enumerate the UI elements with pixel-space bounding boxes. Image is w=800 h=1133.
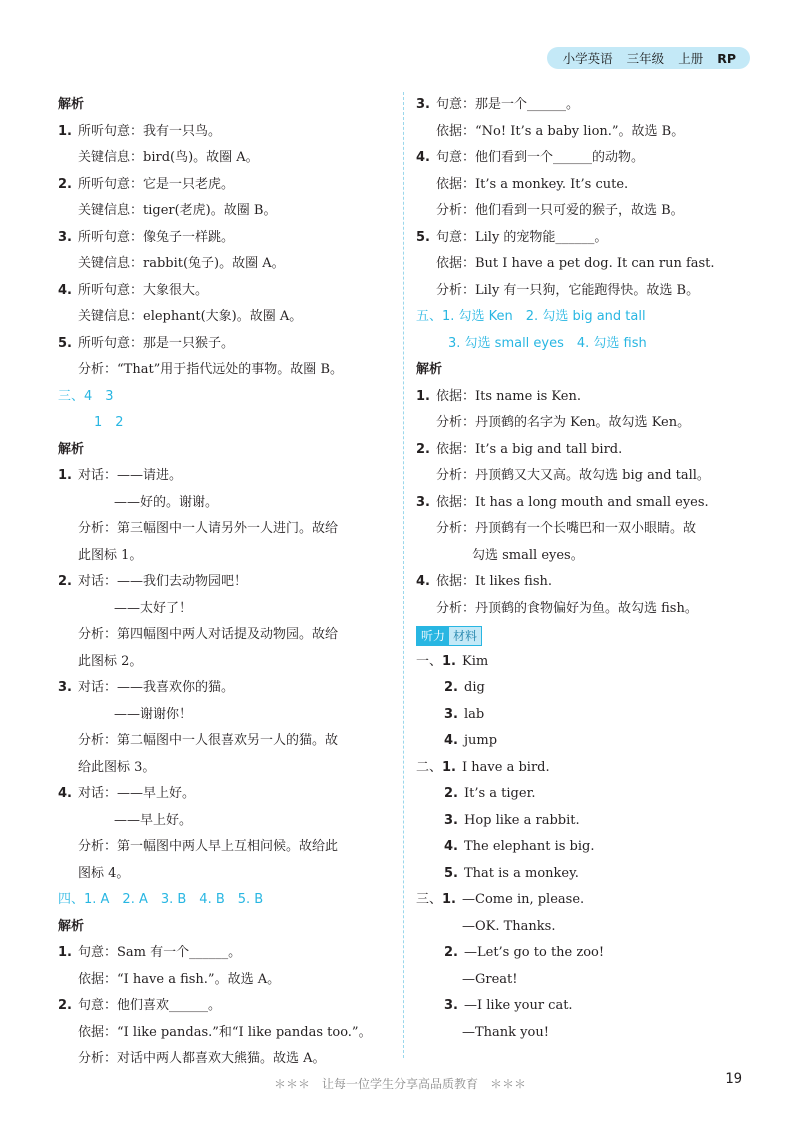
line-text: 句意：那是一个______。 xyxy=(436,97,580,112)
item-number: 3. xyxy=(444,706,458,722)
item-number: 1. xyxy=(58,123,72,139)
section-prefix: 一、 xyxy=(416,653,443,669)
line-text: 图标 4。 xyxy=(78,865,130,881)
line-text: 给此图标 3。 xyxy=(78,759,156,775)
text-line xyxy=(58,675,388,702)
line-text: 所听句意：那是一只猴子。 xyxy=(78,335,235,351)
section-heading xyxy=(58,914,388,941)
text-line xyxy=(416,728,756,755)
item-number: 3. xyxy=(444,812,458,828)
item-number: 1. xyxy=(442,653,456,669)
section-prefix: 三、 xyxy=(416,892,443,907)
header-edition: RP xyxy=(717,50,736,66)
text-line xyxy=(58,728,388,755)
section-heading xyxy=(416,357,756,384)
text-line xyxy=(416,887,756,914)
line-text: 关键信息：tiger(老虎)。故圈 B。 xyxy=(78,203,277,218)
text-line xyxy=(416,172,756,199)
item-number: 4. xyxy=(58,786,72,801)
text-line xyxy=(58,834,388,861)
item-number: 1. xyxy=(58,945,72,960)
text-line xyxy=(416,490,756,517)
text-line xyxy=(416,808,756,835)
text-line xyxy=(58,569,388,596)
item-number: 3. xyxy=(416,97,430,112)
line-text: 解析 xyxy=(58,97,85,112)
text-line xyxy=(416,516,756,543)
line-text: 依据：But I have a pet dog. It can run fast. xyxy=(436,256,715,271)
line-text: 关键信息：rabbit(兔子)。故圈 A。 xyxy=(78,256,285,271)
text-line xyxy=(416,225,756,252)
text-line xyxy=(416,145,756,172)
line-text: 关键信息：bird(鸟)。故圈 A。 xyxy=(78,150,259,165)
item-number: 4. xyxy=(416,150,430,165)
line-text: 依据：It’s a monkey. It’s cute. xyxy=(436,176,629,192)
item-number: 4. xyxy=(416,574,430,589)
item-number: 5. xyxy=(444,865,458,881)
line-text: 分析：“That”用于指代远处的事物。故圈 B。 xyxy=(78,362,343,377)
item-number: 4. xyxy=(444,733,458,748)
line-text: 分析：第二幅图中一人很喜欢另一人的猫。故 xyxy=(78,733,339,748)
answer-line xyxy=(58,384,388,411)
section-prefix: 二、 xyxy=(416,759,443,775)
line-text: 分析：丹顶鹤有一个长嘴巴和一双小眼睛。故 xyxy=(436,521,697,536)
line-text: dig xyxy=(464,680,485,695)
line-text: —I like your cat. xyxy=(464,998,573,1013)
text-line xyxy=(416,384,756,411)
text-line xyxy=(416,596,756,623)
text-line xyxy=(416,437,756,464)
item-number: 4. xyxy=(444,839,458,854)
tag-part-2: 材料 xyxy=(449,627,481,645)
line-text: 勾选 small eyes。 xyxy=(472,547,584,563)
line-text: 依据：It likes fish. xyxy=(436,574,553,589)
item-number: 1. xyxy=(442,759,456,775)
line-text: —Great! xyxy=(462,971,518,987)
line-text: ——谢谢你！ xyxy=(114,706,193,722)
item-number: 2. xyxy=(58,998,72,1013)
line-text: 句意：他们看到一个______的动物。 xyxy=(436,150,645,165)
line-text: —Let’s go to the zoo! xyxy=(464,945,605,960)
section-heading xyxy=(58,92,388,119)
line-text: 分析：对话中两人都喜欢大熊猫。故选 A。 xyxy=(78,1051,326,1066)
text-line xyxy=(416,569,756,596)
line-text: It’s a tiger. xyxy=(464,786,536,801)
right-column xyxy=(416,92,756,1046)
text-line xyxy=(58,490,388,517)
item-number: 1. xyxy=(416,388,430,404)
item-number: 4. xyxy=(58,282,72,298)
text-line xyxy=(58,357,388,384)
line-text: 所听句意：它是一只老虎。 xyxy=(78,176,235,192)
text-line xyxy=(416,278,756,305)
line-text: 3. 勾选 small eyes 4. 勾选 fish xyxy=(448,335,647,351)
text-line xyxy=(58,543,388,570)
line-text: 依据：“I have a fish.”。故选 A。 xyxy=(78,971,281,987)
item-number: 3. xyxy=(444,998,458,1013)
line-text: 依据：“No! It’s a baby lion.”。故选 B。 xyxy=(436,123,685,139)
item-number: 3. xyxy=(58,229,72,245)
text-line xyxy=(416,463,756,490)
item-number: 2. xyxy=(444,680,458,695)
item-number: 2. xyxy=(444,786,458,801)
line-text: 所听句意：大象很大。 xyxy=(78,282,209,298)
line-text: 所听句意：像兔子一样跳。 xyxy=(78,229,235,245)
line-text: 分析：丹顶鹤的食物偏好为鱼。故勾选 fish。 xyxy=(436,600,698,616)
text-line xyxy=(416,119,756,146)
line-text: 句意：Sam 有一个______。 xyxy=(78,945,242,960)
text-line xyxy=(58,808,388,835)
text-line xyxy=(58,278,388,305)
item-number: 1. xyxy=(58,468,72,483)
line-text: jump xyxy=(464,733,498,748)
line-text: 分析：第四幅图中两人对话提及动物园。故给 xyxy=(78,627,339,642)
line-text: 句意：他们喜欢______。 xyxy=(78,998,222,1013)
line-text: 三、4 3 xyxy=(58,388,114,404)
tag-part-1: 听力 xyxy=(417,627,449,645)
column-divider xyxy=(403,92,404,1058)
text-line xyxy=(58,463,388,490)
line-text: ——太好了！ xyxy=(114,600,193,616)
line-text: 句意：Lily 的宠物能______。 xyxy=(436,229,608,245)
text-line xyxy=(58,861,388,888)
line-text: 依据：It’s a big and tall bird. xyxy=(436,441,623,457)
line-text: 对话：——我们去动物园吧！ xyxy=(78,574,248,589)
item-number: 5. xyxy=(58,335,72,351)
line-text: 分析：丹顶鹤又大又高。故勾选 big and tall。 xyxy=(436,468,710,483)
line-text: 依据：It has a long mouth and small eyes. xyxy=(436,494,709,510)
item-number: 3. xyxy=(58,680,72,695)
text-line xyxy=(58,702,388,729)
text-line xyxy=(58,119,388,146)
text-line xyxy=(416,410,756,437)
text-line xyxy=(58,967,388,994)
text-line xyxy=(58,172,388,199)
line-text: lab xyxy=(464,706,485,722)
line-text: —Come in, please. xyxy=(462,892,585,907)
text-line xyxy=(416,755,756,782)
line-text: ——早上好。 xyxy=(114,812,193,828)
line-text: 解析 xyxy=(58,441,85,457)
text-line xyxy=(416,675,756,702)
listening-material-tag xyxy=(416,622,756,649)
text-line xyxy=(58,331,388,358)
text-line xyxy=(58,649,388,676)
text-line xyxy=(416,251,756,278)
line-text: The elephant is big. xyxy=(464,839,595,854)
text-line xyxy=(416,861,756,888)
text-line xyxy=(58,993,388,1020)
line-text: 此图标 2。 xyxy=(78,653,143,669)
text-line xyxy=(58,596,388,623)
line-text: 分析：第一幅图中两人早上互相问候。故给此 xyxy=(78,839,339,854)
text-line xyxy=(58,622,388,649)
text-line xyxy=(58,781,388,808)
answer-line xyxy=(416,331,756,358)
item-number: 5. xyxy=(416,229,430,245)
answer-line xyxy=(58,410,388,437)
line-text: —Thank you! xyxy=(462,1024,549,1040)
text-line xyxy=(58,304,388,331)
item-number: 2. xyxy=(416,441,430,457)
line-text: I have a bird. xyxy=(462,759,550,775)
line-text: 依据：“I like pandas.”和“I like pandas too.”。 xyxy=(78,1024,372,1040)
line-text: 依据：Its name is Ken. xyxy=(436,388,581,404)
text-line xyxy=(58,755,388,782)
line-text: 分析：丹顶鹤的名字为 Ken。故勾选 Ken。 xyxy=(436,415,691,430)
line-text: 所听句意：我有一只鸟。 xyxy=(78,123,222,139)
text-line xyxy=(58,251,388,278)
header-band xyxy=(547,47,750,69)
text-line xyxy=(58,940,388,967)
line-text: ——好的。谢谢。 xyxy=(114,494,219,510)
text-line xyxy=(416,993,756,1020)
line-text: —OK. Thanks. xyxy=(462,918,556,934)
line-text: 分析：他们看到一只可爱的猴子，故选 B。 xyxy=(436,203,684,218)
footer-slogan: ＊＊＊ 让每一位学生分享高品质教育 ＊＊＊ xyxy=(273,1077,526,1091)
text-line xyxy=(58,145,388,172)
item-number: 2. xyxy=(58,574,72,589)
line-text: 五、1. 勾选 Ken 2. 勾选 big and tall xyxy=(416,309,646,324)
text-line xyxy=(58,198,388,225)
item-number: 2. xyxy=(444,945,458,960)
line-text: Hop like a rabbit. xyxy=(464,812,580,828)
line-text: Kim xyxy=(462,653,489,669)
text-line xyxy=(58,225,388,252)
line-text: 关键信息：elephant(大象)。故圈 A。 xyxy=(78,309,303,324)
text-line xyxy=(416,781,756,808)
text-line xyxy=(416,914,756,941)
header-subject: 小学英语 xyxy=(562,51,613,66)
text-line xyxy=(416,1020,756,1047)
text-line xyxy=(416,834,756,861)
line-text: 1 2 xyxy=(94,415,124,430)
line-text: 对话：——我喜欢你的猫。 xyxy=(78,680,235,695)
text-line xyxy=(416,198,756,225)
text-line xyxy=(58,1020,388,1047)
page-number: 19 xyxy=(725,1071,742,1087)
text-line xyxy=(58,1046,388,1073)
answer-line xyxy=(58,887,388,914)
line-text: That is a monkey. xyxy=(464,865,579,881)
item-number: 2. xyxy=(58,176,72,192)
text-line xyxy=(416,92,756,119)
header-grade: 三年级 xyxy=(626,51,665,66)
item-number: 3. xyxy=(416,494,430,510)
answer-line xyxy=(416,304,756,331)
text-line xyxy=(416,543,756,570)
text-line xyxy=(416,967,756,994)
line-text: 分析：Lily 有一只狗，它能跑得快。故选 B。 xyxy=(436,282,700,298)
item-number: 1. xyxy=(442,892,456,907)
line-text: 对话：——早上好。 xyxy=(78,786,196,801)
text-line xyxy=(416,649,756,676)
text-line xyxy=(416,940,756,967)
left-column xyxy=(58,92,388,1073)
section-heading xyxy=(58,437,388,464)
line-text: 此图标 1。 xyxy=(78,547,143,563)
line-text: 对话：——请进。 xyxy=(78,468,183,483)
header-term: 上册 xyxy=(678,51,704,66)
text-line xyxy=(58,516,388,543)
text-line xyxy=(416,702,756,729)
line-text: 解析 xyxy=(416,362,443,377)
line-text: 解析 xyxy=(58,918,85,934)
line-text: 四、1. A 2. A 3. B 4. B 5. B xyxy=(58,892,264,907)
line-text: 分析：第三幅图中一人请另外一人进门。故给 xyxy=(78,521,339,536)
